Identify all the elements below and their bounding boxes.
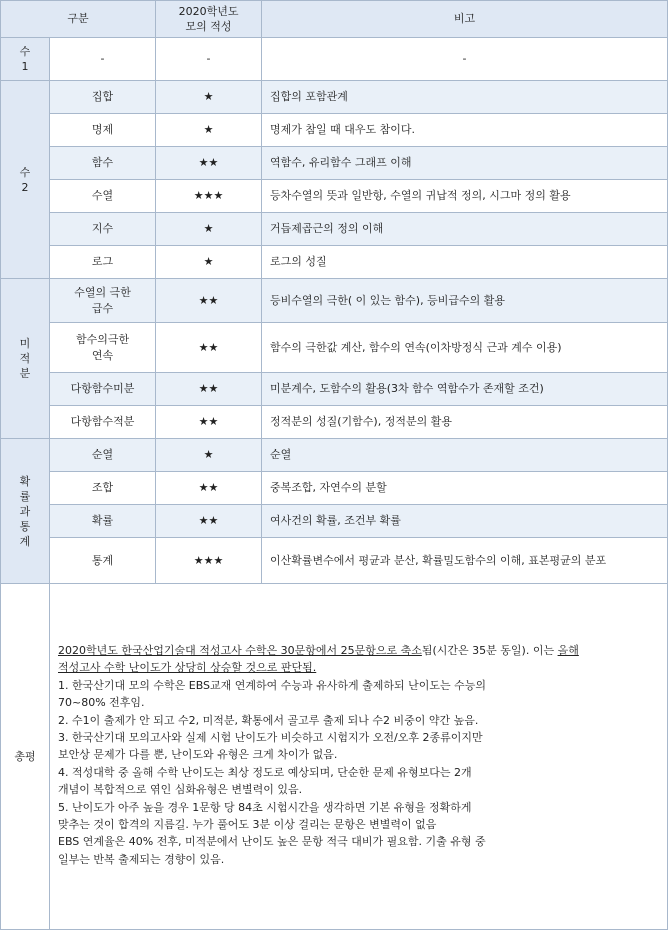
summary-line: 1. 한국산기대 모의 수학은 EBS교재 연계하여 수능과 유사하게 출제하되 난이도는 수능의 xyxy=(58,678,487,692)
table-row xyxy=(1,505,668,538)
star-rating: ★ xyxy=(156,114,262,147)
summary-line: 70~80% 전후임. xyxy=(58,696,145,710)
note-cell: 등비수열의 극한( 이 있는 함수), 등비급수의 활용 xyxy=(262,279,668,323)
sub-cell: 로그 xyxy=(50,246,156,279)
star-rating: ★★ xyxy=(156,406,262,439)
summary-line: 5. 난이도가 아주 높을 경우 1문항 당 84초 시험시간을 생각하면 기본 유형을 정확하게 xyxy=(58,800,472,814)
table-row xyxy=(1,38,668,81)
sub-cell: 순열 xyxy=(50,439,156,472)
note-cell: 미분계수, 도함수의 활용(3차 함수 역함수가 존재할 조건) xyxy=(262,373,668,406)
note-cell: 이산확률변수에서 평균과 분산, 확률밀도함수의 이해, 표본평균의 분포 xyxy=(262,538,668,584)
summary-label: 총평 xyxy=(1,584,50,930)
star-rating: ★ xyxy=(156,81,262,114)
header-note: 비고 xyxy=(262,1,668,38)
summary-line: EBS 연계율은 40% 전후, 미적분에서 난이도 높은 문항 적극 대비가 필요함. 기출 유형 중 xyxy=(58,835,486,849)
note-cell: 명제가 참일 때 대우도 참이다. xyxy=(262,114,668,147)
note-cell: 여사건의 확률, 조건부 확률 xyxy=(262,505,668,538)
note-cell: 등차수열의 뜻과 일반항, 수열의 귀납적 정의, 시그마 정의 활용 xyxy=(262,180,668,213)
summary-line: 일부는 반복 출제되는 경향이 있음. xyxy=(58,852,225,866)
table-row xyxy=(1,147,668,180)
header-row xyxy=(1,1,668,38)
header-category: 구분 xyxy=(1,1,156,38)
star-rating: ★★ xyxy=(156,147,262,180)
summary-line: 2. 수1이 출제가 안 되고 수2, 미적분, 확통에서 골고루 출제 되나 수2 비중이 약간 높음. xyxy=(58,713,479,727)
star-rating: ★ xyxy=(156,213,262,246)
star-rating: ★ xyxy=(156,439,262,472)
note-cell: 거듭제곱근의 정의 이해 xyxy=(262,213,668,246)
sub-cell: 수열의 극한 급수 xyxy=(50,279,156,323)
note-cell: 로그의 성질 xyxy=(262,246,668,279)
summary-line: 3. 한국산기대 모의고사와 실제 시험 난이도가 비슷하고 시험지가 오전/오후 2종류이지만 xyxy=(58,731,483,745)
table-row xyxy=(1,538,668,584)
sub-cell: 확률 xyxy=(50,505,156,538)
star-rating: ★★ xyxy=(156,279,262,323)
category-su2: 수2 xyxy=(1,81,50,279)
note-cell: 중복조합, 자연수의 분할 xyxy=(262,472,668,505)
summary-line: 4. 적성대학 중 올해 수학 난이도는 최상 정도로 예상되며, 단순한 문제 유형보다는 2개 xyxy=(58,765,472,779)
summary-line: 맞추는 것이 합격의 지름길. 누가 풀어도 3분 이상 걸리는 문항은 변별력이 없음 xyxy=(58,818,437,832)
star-rating: ★★ xyxy=(156,472,262,505)
summary-intro: 2020학년도 한국산업기술대 적성고사 수학은 30문항에서 25문항으로 축소됨(시간은 35분 동일). 이는 올해 xyxy=(58,644,579,657)
star-rating: ★★ xyxy=(156,323,262,373)
category-su1: 수1 xyxy=(1,38,50,81)
summary-content xyxy=(50,584,668,930)
table-row xyxy=(1,406,668,439)
sub-cell: 지수 xyxy=(50,213,156,246)
sub-cell: 조합 xyxy=(50,472,156,505)
sub-cell: 통계 xyxy=(50,538,156,584)
sub-cell: 함수 xyxy=(50,147,156,180)
grade-cell: - xyxy=(156,38,262,81)
note-cell: 함수의 극한값 계산, 함수의 연속(이차방정식 근과 계수 이용) xyxy=(262,323,668,373)
table-row xyxy=(1,213,668,246)
summary-line: 적성고사 수학 난이도가 상당히 상승할 것으로 판단됨. xyxy=(58,661,317,675)
note-cell: - xyxy=(262,38,668,81)
star-rating: ★★★ xyxy=(156,538,262,584)
star-rating: ★★★ xyxy=(156,180,262,213)
table-row xyxy=(1,323,668,373)
note-cell: 역함수, 유리함수 그래프 이해 xyxy=(262,147,668,180)
table-row xyxy=(1,180,668,213)
sub-cell: 함수의극한 연속 xyxy=(50,323,156,373)
table-row xyxy=(1,81,668,114)
table-row xyxy=(1,373,668,406)
category-probability: 확률과통계 xyxy=(1,439,50,584)
summary-line: 개념이 복합적으로 엮인 심화유형은 변별력이 있음. xyxy=(58,783,303,797)
star-rating: ★★ xyxy=(156,505,262,538)
summary-row xyxy=(1,584,668,930)
category-calculus: 미적분 xyxy=(1,279,50,439)
sub-cell: 집합 xyxy=(50,81,156,114)
star-rating: ★★ xyxy=(156,373,262,406)
table-row xyxy=(1,246,668,279)
summary-line: 보안상 문제가 다를 뿐, 난이도와 유형은 크게 차이가 없음. xyxy=(58,748,338,762)
note-cell: 정적분의 성질(기함수), 정적분의 활용 xyxy=(262,406,668,439)
table-row xyxy=(1,114,668,147)
note-cell: 순열 xyxy=(262,439,668,472)
sub-cell: 다항함수적분 xyxy=(50,406,156,439)
sub-cell: 명제 xyxy=(50,114,156,147)
table-row xyxy=(1,439,668,472)
header-grade: 2020학년도 모의 적성 xyxy=(156,1,262,38)
star-rating: ★ xyxy=(156,246,262,279)
sub-cell: 수열 xyxy=(50,180,156,213)
sub-cell: - xyxy=(50,38,156,81)
sub-cell: 다항함수미분 xyxy=(50,373,156,406)
note-cell: 집합의 포함관계 xyxy=(262,81,668,114)
table-row xyxy=(1,279,668,323)
table-row xyxy=(1,472,668,505)
